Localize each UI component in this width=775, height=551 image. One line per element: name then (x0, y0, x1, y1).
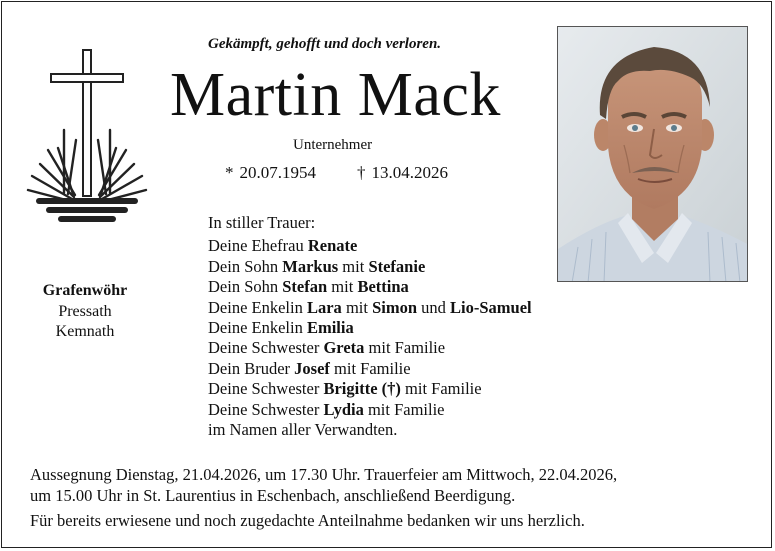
mourner-name: Emilia (306, 318, 354, 338)
mourner-line (208, 277, 532, 297)
mourner-name: Lio-Samuel (450, 297, 532, 317)
mourner-name: Lara (306, 297, 342, 317)
mourner-relation: Deine Schwester (208, 379, 324, 399)
mourner-line (208, 338, 532, 358)
mourner-name: Renate (307, 236, 358, 256)
mourner-relation: Deine Enkelin (208, 318, 307, 338)
death-date-value: 13.04.2026 (371, 163, 448, 182)
mourner-line (208, 298, 532, 318)
mourner-line (208, 400, 532, 420)
place-main: Grafenwöhr (42, 282, 128, 299)
mourner-name: Brigitte (†) (323, 379, 401, 399)
mourner-line (208, 236, 532, 256)
mourner-relation: mit (341, 297, 373, 317)
footer-thanks: Für bereits erwiesene und noch zugedachte Anteilnahme bedanken wir uns herzlich. (30, 511, 585, 530)
mourner-relation: Deine Enkelin (208, 297, 307, 317)
footer-funeral-info-line: um 15.00 Uhr in St. Laurentius in Eschenbach, anschließend Beerdigung. (30, 485, 516, 505)
footer-funeral-info-line: Aussegnung Dienstag, 21.04.2026, um 17.30 Uhr. Trauerfeier am Mittwoch, 22.04.2026, (30, 465, 618, 484)
mourner-relation: und (417, 297, 451, 317)
death-symbol: † (357, 163, 366, 182)
footer (30, 465, 617, 532)
mourner-relation: Dein Bruder (208, 358, 295, 378)
mourner-relation: Deine Schwester (208, 399, 324, 419)
mourner-relation: im Namen aller Verwandten. (208, 420, 398, 440)
mourner-name: Greta (323, 338, 365, 358)
mourner-name: Markus (282, 256, 339, 276)
mourner-relation: mit Familie (400, 379, 482, 399)
motto: Gekämpft, gehofft und doch verloren. (208, 36, 442, 52)
birth-symbol: * (225, 163, 234, 182)
mourner-line (208, 420, 532, 440)
mourners-list (208, 213, 532, 440)
mourner-line (208, 257, 532, 277)
place-other: Kemnath (55, 323, 115, 340)
mourner-relation: Deine Schwester (208, 338, 324, 358)
mourner-name: Stefanie (368, 256, 426, 276)
deceased-name: Martin Mack (170, 61, 501, 129)
places (20, 281, 150, 343)
mourner-name: Lydia (323, 399, 364, 419)
mourner-relation: Dein Sohn (208, 277, 283, 297)
portrait-photo (557, 26, 748, 282)
mourner-name: Simon (372, 297, 418, 317)
profession: Unternehmer (293, 137, 373, 153)
mourner-name: Bettina (357, 277, 409, 297)
birth-date-value: 20.07.1954 (239, 163, 316, 182)
mourner-relation: mit (327, 277, 358, 297)
mourner-name: Stefan (282, 277, 328, 297)
cross-with-rays-icon (24, 48, 150, 228)
place-other: Pressath (58, 302, 112, 320)
mourner-relation: Dein Sohn (208, 256, 283, 276)
mourner-line (208, 318, 532, 338)
mourner-relation: mit (338, 256, 369, 276)
mourner-relation: mit Familie (364, 338, 446, 358)
birth-date (225, 163, 316, 183)
mourners-intro: In stiller Trauer: (208, 213, 316, 232)
mourner-relation: mit Familie (363, 399, 445, 419)
mourner-relation: Deine Ehefrau (208, 236, 308, 256)
death-date (357, 163, 448, 183)
mourner-name: Josef (294, 358, 330, 378)
mourner-relation: mit Familie (329, 358, 411, 378)
mourner-line (208, 379, 532, 399)
mourner-line (208, 359, 532, 379)
